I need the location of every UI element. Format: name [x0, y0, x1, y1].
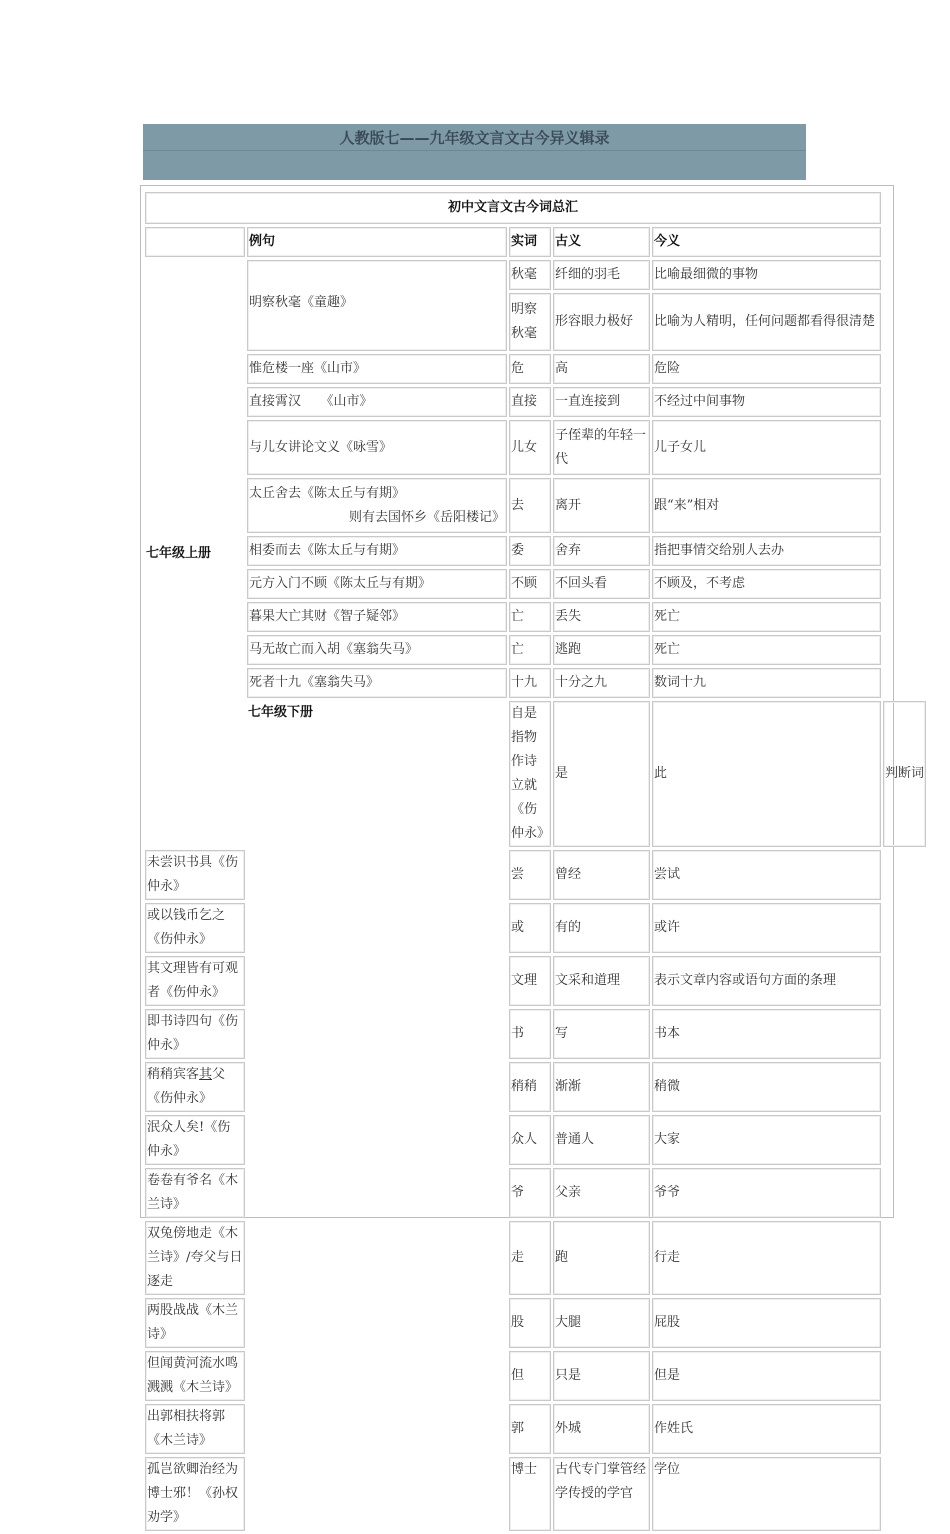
new-meaning-cell: 儿子女儿	[652, 420, 881, 475]
word-cell: 亡	[509, 602, 551, 632]
header-old-meaning: 古义	[553, 227, 650, 257]
new-meaning-cell: 或许	[652, 903, 881, 953]
old-meaning-cell: 普通人	[553, 1115, 650, 1165]
table-row	[145, 260, 926, 290]
old-meaning-cell: 高	[553, 354, 650, 384]
old-meaning-cell: 文采和道理	[553, 956, 650, 1006]
example-cell: 出郭相扶将郭《木兰诗》	[145, 1404, 245, 1454]
new-meaning-cell: 死亡	[652, 635, 881, 665]
new-meaning-cell: 比喻最细微的事物	[652, 260, 881, 290]
example-cell: 或以钱币乞之《伤仲永》	[145, 903, 245, 953]
old-meaning-cell: 离开	[553, 478, 650, 533]
word-cell: 郭	[509, 1404, 551, 1454]
word-cell: 秋毫	[509, 260, 551, 290]
new-meaning-cell: 屁股	[652, 1298, 881, 1348]
old-meaning-cell: 古代专门掌管经学传授的学官	[553, 1457, 650, 1531]
new-meaning-cell: 爷爷	[652, 1168, 881, 1218]
new-meaning-cell: 学位	[652, 1457, 881, 1531]
old-meaning-cell: 有的	[553, 903, 650, 953]
example-cell: 卷卷有爷名《木兰诗》	[145, 1168, 245, 1218]
word-cell: 博士	[509, 1457, 551, 1531]
example-cell: 元方入门不顾《陈太丘与有期》	[247, 569, 507, 599]
new-meaning-cell: 不顾及，不考虑	[652, 569, 881, 599]
old-meaning-cell: 跑	[553, 1221, 650, 1295]
example-line-2: 则有去国怀乡《岳阳楼记》	[348, 509, 505, 525]
new-meaning-cell: 判断词	[883, 701, 926, 847]
example-cell: 孤岂欲卿治经为博士邪！《孙权劝学》	[145, 1457, 245, 1531]
example-cell: 泯众人矣!《伤仲永》	[145, 1115, 245, 1165]
header-new-meaning: 今义	[652, 227, 881, 257]
example-cell: 但闻黄河流水鸣溅溅《木兰诗》	[145, 1351, 245, 1401]
table-row	[145, 478, 926, 533]
old-meaning-cell: 丢失	[553, 602, 650, 632]
header-blank	[145, 227, 245, 257]
word-cell: 但	[509, 1351, 551, 1401]
grade-label-7b: 七年级下册	[248, 705, 314, 720]
grade-label-7a: 七年级上册	[146, 545, 212, 561]
word-cell: 委	[509, 536, 551, 566]
header-word: 实词	[509, 227, 551, 257]
new-meaning-cell: 死亡	[652, 602, 881, 632]
old-meaning-cell: 写	[553, 1009, 650, 1059]
new-meaning-cell: 尝试	[652, 850, 881, 900]
table-row	[145, 354, 926, 384]
example-cell: 死者十九《塞翁失马》	[247, 668, 507, 698]
old-meaning-cell: 父亲	[553, 1168, 650, 1218]
header-example: 例句	[247, 227, 507, 257]
new-meaning-cell: 行走	[652, 1221, 881, 1295]
word-cell: 众人	[509, 1115, 551, 1165]
example-cell: 与儿女讲论文义《咏雪》	[247, 420, 507, 475]
word-cell: 尝	[509, 850, 551, 900]
example-cell: 自是指物作诗立就《伤仲永》	[509, 701, 551, 847]
word-cell: 爷	[509, 1168, 551, 1218]
table-row	[145, 602, 926, 632]
example-cell: 相委而去《陈太丘与有期》	[247, 536, 507, 566]
old-meaning-cell: 舍弃	[553, 536, 650, 566]
old-meaning-cell: 渐渐	[553, 1062, 650, 1112]
old-meaning-cell: 一直连接到	[553, 387, 650, 417]
word-cell: 直接	[509, 387, 551, 417]
example-cell: 未尝识书具《伤仲永》	[145, 850, 245, 900]
word-cell: 走	[509, 1221, 551, 1295]
table-row	[145, 536, 926, 566]
table-row	[145, 569, 926, 599]
word-cell: 亡	[509, 635, 551, 665]
old-meaning-cell: 十分之九	[553, 668, 650, 698]
example-cell: 马无故亡而入胡《塞翁失马》	[247, 635, 507, 665]
word-cell: 去	[509, 478, 551, 533]
example-text-b: 父 《伤仲永》	[147, 1067, 226, 1106]
word-cell: 儿女	[509, 420, 551, 475]
word-cell: 不顾	[509, 569, 551, 599]
word-cell: 书	[509, 1009, 551, 1059]
example-cell: 暮果大亡其财《智子疑邻》	[247, 602, 507, 632]
new-meaning-cell: 数词十九	[652, 668, 881, 698]
example-cell: 两股战战《木兰诗》	[145, 1298, 245, 1348]
word-cell: 文理	[509, 956, 551, 1006]
old-meaning-cell: 此	[652, 701, 881, 847]
table-row	[145, 635, 926, 665]
old-meaning-cell: 逃跑	[553, 635, 650, 665]
table-title-row	[145, 192, 926, 224]
new-meaning-cell: 大家	[652, 1115, 881, 1165]
new-meaning-cell: 但是	[652, 1351, 881, 1401]
example-cell: 双兔傍地走《木兰诗》/夸父与日逐走	[145, 1221, 245, 1295]
example-text-a: 稍稍宾客	[147, 1067, 200, 1082]
new-meaning-cell: 书本	[652, 1009, 881, 1059]
word-cell: 明察秋毫	[509, 293, 551, 351]
old-meaning-cell: 外城	[553, 1404, 650, 1454]
banner-divider	[143, 150, 806, 151]
table-row	[145, 701, 926, 847]
table-row	[145, 668, 926, 698]
example-cell: 即书诗四句《伤仲永》	[145, 1009, 245, 1059]
old-meaning-cell: 形容眼力极好	[553, 293, 650, 351]
new-meaning-cell: 稍微	[652, 1062, 881, 1112]
example-underlined: 其	[199, 1067, 213, 1082]
example-cell: 明察秋毫《童趣》	[247, 260, 507, 351]
page-title: 人教版七——九年级文言文古今异义辑录	[339, 129, 610, 147]
example-line-1: 太丘舍去《陈太丘与有期》	[249, 485, 406, 501]
table-row	[145, 387, 926, 417]
old-meaning-cell: 只是	[553, 1351, 650, 1401]
new-meaning-cell: 比喻为人精明，任何问题都看得很清楚	[652, 293, 881, 351]
example-cell: 其文理皆有可观者《伤仲永》	[145, 956, 245, 1006]
word-cell: 或	[509, 903, 551, 953]
word-cell: 十九	[509, 668, 551, 698]
old-meaning-cell: 子侄辈的年轻一代	[553, 420, 650, 475]
old-meaning-cell: 不回头看	[553, 569, 650, 599]
example-cell	[247, 478, 507, 533]
word-cell: 稍稍	[509, 1062, 551, 1112]
table-row	[145, 420, 926, 475]
new-meaning-cell: 指把事情交给别人去办	[652, 536, 881, 566]
header-banner	[143, 124, 806, 180]
table-header-row	[145, 227, 926, 257]
word-cell: 股	[509, 1298, 551, 1348]
old-meaning-cell: 曾经	[553, 850, 650, 900]
example-cell	[145, 1062, 245, 1112]
new-meaning-cell: 作姓氏	[652, 1404, 881, 1454]
word-cell: 危	[509, 354, 551, 384]
vocab-table	[143, 189, 928, 1534]
new-meaning-cell: 危险	[652, 354, 881, 384]
table-title: 初中文言文古今词总汇	[145, 192, 881, 224]
old-meaning-cell: 大腿	[553, 1298, 650, 1348]
example-cell: 直接霄汉 《山市》	[247, 387, 507, 417]
old-meaning-cell: 纤细的羽毛	[553, 260, 650, 290]
example-cell: 惟危楼一座《山市》	[247, 354, 507, 384]
new-meaning-cell: 表示文章内容或语句方面的条理	[652, 956, 881, 1006]
new-meaning-cell: 不经过中间事物	[652, 387, 881, 417]
new-meaning-cell: 跟“来”相对	[652, 478, 881, 533]
word-cell: 是	[553, 701, 650, 847]
